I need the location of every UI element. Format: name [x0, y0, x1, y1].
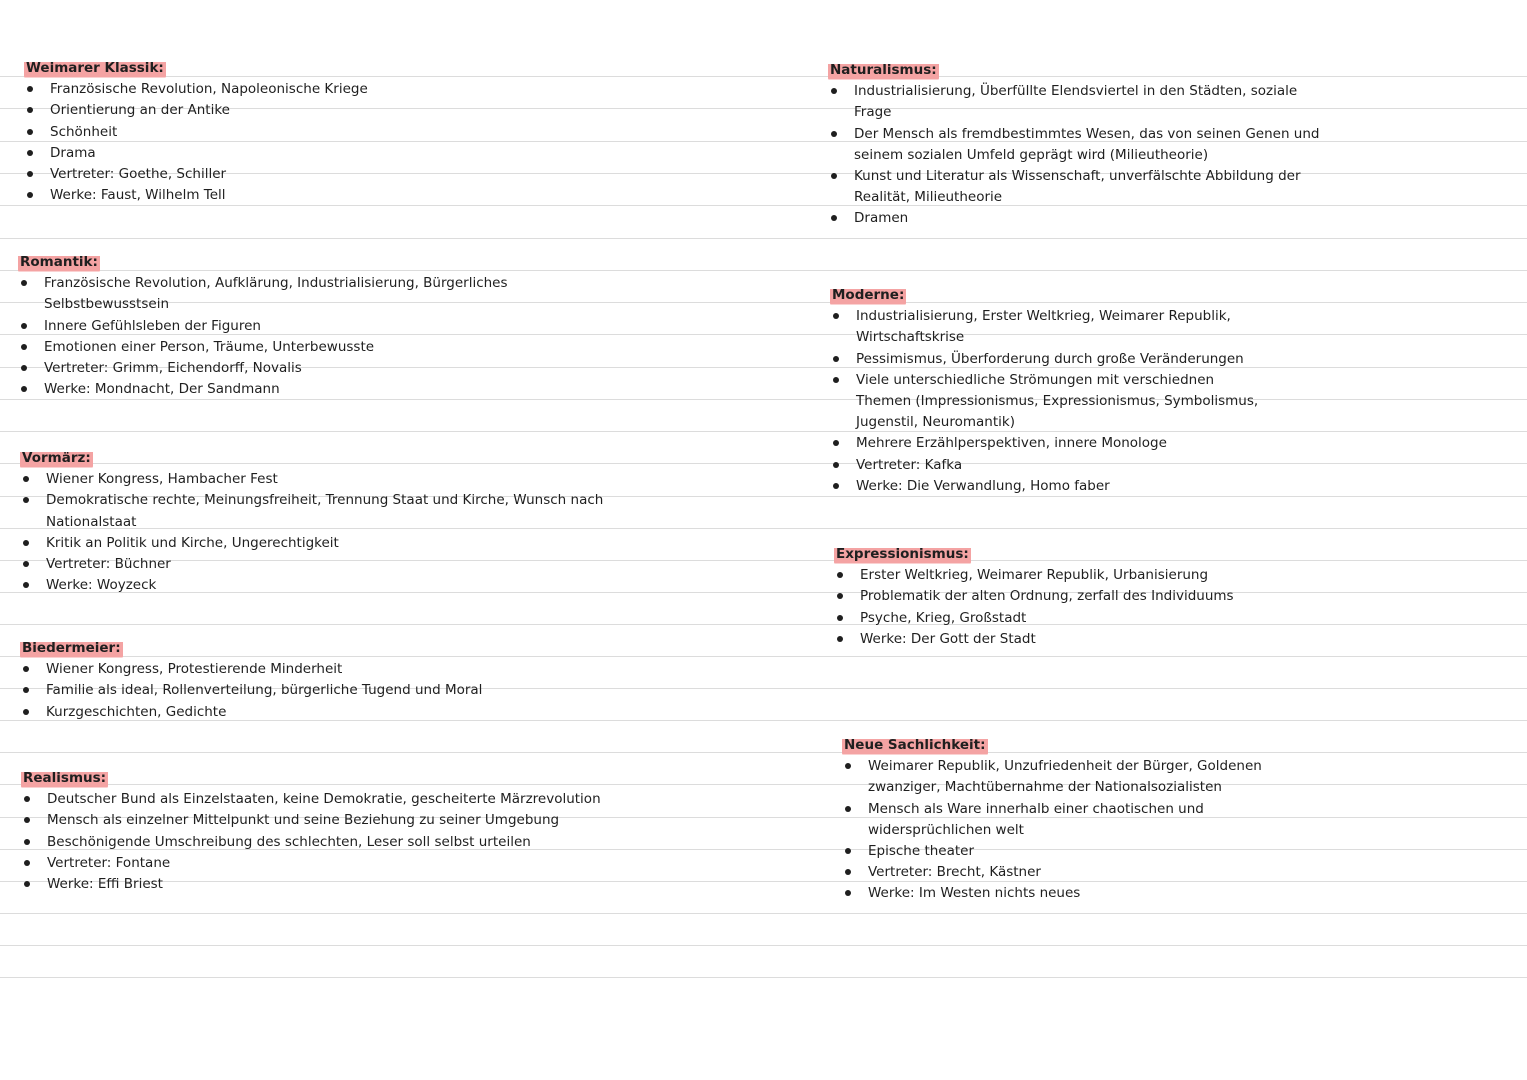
bullet-icon: [21, 386, 27, 392]
bullet-icon: [27, 192, 33, 198]
bullet-icon: [21, 323, 27, 329]
list-item: Kurzgeschichten, Gedichte: [20, 702, 780, 723]
list-item: Pessimismus, Überforderung durch große Veränderungen: [830, 349, 1270, 370]
section-heading: Vormärz:: [20, 448, 93, 469]
list-item: Industrialisierung, Überfüllte Elendsviertel in den Städten, soziale Frage: [828, 81, 1328, 123]
list-item: Vertreter: Kafka: [830, 455, 1270, 476]
bullet-list: [20, 659, 780, 723]
list-item: Werke: Woyzeck: [20, 575, 620, 596]
bullet-icon: [831, 131, 837, 137]
section-heading: Moderne:: [830, 285, 906, 306]
list-item: Kritik an Politik und Kirche, Ungerechtigkeit: [20, 533, 620, 554]
ruled-line: [0, 752, 1527, 753]
section-neue-sachlichkeit: [842, 734, 1292, 905]
section-vormaerz: [20, 447, 620, 596]
bullet-icon: [27, 86, 33, 92]
bullet-list: [21, 789, 781, 895]
section-heading: Romantik:: [18, 252, 100, 273]
section-biedermeier: [20, 637, 780, 723]
bullet-icon: [831, 88, 837, 94]
bullet-icon: [23, 666, 29, 672]
bullet-icon: [831, 173, 837, 179]
list-item: Weimarer Republik, Unzufriedenheit der Bürger, Goldenen zwanziger, Machtübernahme der Nationalsozialisten: [842, 756, 1292, 798]
bullet-icon: [23, 497, 29, 503]
list-item: Industrialisierung, Erster Weltkrieg, Weimarer Republik, Wirtschaftskrise: [830, 306, 1270, 348]
list-item: Psyche, Krieg, Großstadt: [834, 608, 1474, 629]
list-item: Deutscher Bund als Einzelstaaten, keine Demokratie, gescheiterte Märzrevolution: [21, 789, 781, 810]
bullet-icon: [837, 636, 843, 642]
list-item: Wiener Kongress, Hambacher Fest: [20, 469, 620, 490]
list-item: Vertreter: Büchner: [20, 554, 620, 575]
section-heading: Neue Sachlichkeit:: [842, 735, 988, 756]
bullet-list: [828, 81, 1328, 229]
bullet-icon: [833, 483, 839, 489]
bullet-icon: [23, 476, 29, 482]
list-item: Der Mensch als fremdbestimmtes Wesen, das von seinen Genen und seinem sozialen Umfeld geprägt wird (Milieutheorie): [828, 124, 1328, 166]
list-item: Werke: Effi Briest: [21, 874, 781, 895]
list-item: Werke: Mondnacht, Der Sandmann: [18, 379, 528, 400]
list-item: Problematik der alten Ordnung, zerfall des Individuums: [834, 586, 1474, 607]
ruled-line: [0, 977, 1527, 978]
list-item: Kunst und Literatur als Wissenschaft, unverfälschte Abbildung der Realität, Milieutheorie: [828, 166, 1328, 208]
bullet-icon: [833, 462, 839, 468]
bullet-list: [20, 469, 620, 596]
bullet-icon: [833, 377, 839, 383]
list-item: Werke: Die Verwandlung, Homo faber: [830, 476, 1270, 497]
bullet-icon: [27, 171, 33, 177]
list-item: Emotionen einer Person, Träume, Unterbewusste: [18, 337, 528, 358]
bullet-icon: [24, 881, 30, 887]
list-item: Mensch als Ware innerhalb einer chaotischen und widersprüchlichen welt: [842, 799, 1292, 841]
list-item: Dramen: [828, 208, 1328, 229]
bullet-icon: [24, 796, 30, 802]
section-realismus: [21, 767, 781, 895]
bullet-icon: [23, 540, 29, 546]
list-item: Demokratische rechte, Meinungsfreiheit, Trennung Staat und Kirche, Wunsch nach Nationalstaat: [20, 490, 620, 532]
bullet-icon: [23, 561, 29, 567]
bullet-icon: [27, 129, 33, 135]
bullet-icon: [27, 150, 33, 156]
bullet-icon: [21, 280, 27, 286]
bullet-icon: [23, 582, 29, 588]
section-heading: Naturalismus:: [828, 60, 939, 81]
ruled-line: [0, 238, 1527, 239]
bullet-list: [24, 79, 784, 206]
bullet-icon: [831, 215, 837, 221]
bullet-icon: [23, 709, 29, 715]
list-item: Werke: Der Gott der Stadt: [834, 629, 1474, 650]
list-item: Vertreter: Fontane: [21, 853, 781, 874]
list-item: Vertreter: Goethe, Schiller: [24, 164, 784, 185]
bullet-icon: [845, 806, 851, 812]
bullet-icon: [845, 869, 851, 875]
list-item: Familie als ideal, Rollenverteilung, bürgerliche Tugend und Moral: [20, 680, 780, 701]
list-item: Erster Weltkrieg, Weimarer Republik, Urbanisierung: [834, 565, 1474, 586]
bullet-list: [842, 756, 1292, 904]
bullet-icon: [845, 890, 851, 896]
list-item: Wiener Kongress, Protestierende Minderheit: [20, 659, 780, 680]
ruled-line: [0, 431, 1527, 432]
section-heading: Biedermeier:: [20, 638, 123, 659]
bullet-list: [830, 306, 1270, 497]
ruled-line: [0, 913, 1527, 914]
section-naturalismus: [828, 59, 1328, 230]
list-item: Werke: Faust, Wilhelm Tell: [24, 185, 784, 206]
bullet-icon: [845, 848, 851, 854]
list-item: Viele unterschiedliche Strömungen mit verschiednen Themen (Impressionismus, Expressionismus, Symbolismus, Jugenstil, Neuromantik): [830, 370, 1270, 434]
ruled-line: [0, 945, 1527, 946]
bullet-icon: [833, 313, 839, 319]
section-heading: Expressionismus:: [834, 544, 971, 565]
bullet-icon: [837, 572, 843, 578]
bullet-list: [18, 273, 528, 400]
section-heading: Realismus:: [21, 768, 108, 789]
bullet-icon: [837, 615, 843, 621]
list-item: Beschönigende Umschreibung des schlechten, Leser soll selbst urteilen: [21, 832, 781, 853]
bullet-icon: [837, 593, 843, 599]
bullet-list: [834, 565, 1474, 650]
list-item: Französische Revolution, Napoleonische Kriege: [24, 79, 784, 100]
bullet-icon: [833, 440, 839, 446]
list-item: Vertreter: Grimm, Eichendorff, Novalis: [18, 358, 528, 379]
section-weimarer-klassik: [24, 57, 784, 206]
bullet-icon: [21, 344, 27, 350]
bullet-icon: [24, 839, 30, 845]
section-moderne: [830, 284, 1270, 497]
bullet-icon: [845, 763, 851, 769]
list-item: Drama: [24, 143, 784, 164]
list-item: Werke: Im Westen nichts neues: [842, 883, 1292, 904]
bullet-icon: [833, 356, 839, 362]
list-item: Schönheit: [24, 122, 784, 143]
bullet-icon: [21, 365, 27, 371]
bullet-icon: [24, 860, 30, 866]
list-item: Vertreter: Brecht, Kästner: [842, 862, 1292, 883]
list-item: Mensch als einzelner Mittelpunkt und seine Beziehung zu seiner Umgebung: [21, 810, 781, 831]
section-expressionismus: [834, 543, 1474, 650]
list-item: Epische theater: [842, 841, 1292, 862]
section-romantik: [18, 251, 528, 400]
section-heading: Weimarer Klassik:: [24, 58, 166, 79]
list-item: Orientierung an der Antike: [24, 100, 784, 121]
list-item: Innere Gefühlsleben der Figuren: [18, 316, 528, 337]
list-item: Mehrere Erzählperspektiven, innere Monologe: [830, 433, 1270, 454]
bullet-icon: [27, 107, 33, 113]
bullet-icon: [23, 687, 29, 693]
bullet-icon: [24, 817, 30, 823]
list-item: Französische Revolution, Aufklärung, Industrialisierung, Bürgerliches Selbstbewusstsein: [18, 273, 528, 315]
